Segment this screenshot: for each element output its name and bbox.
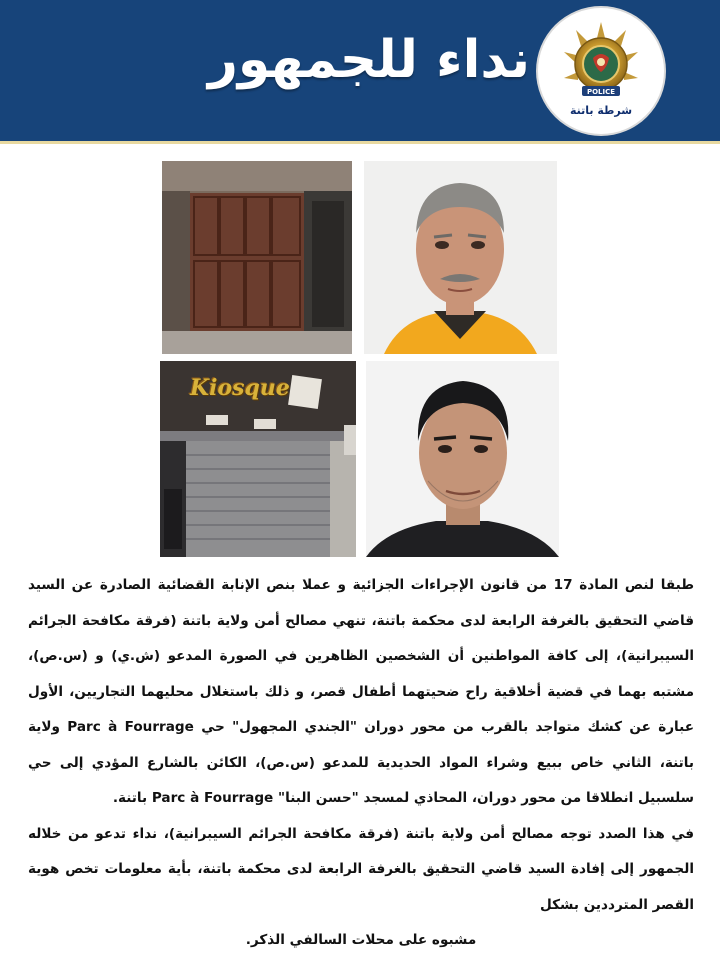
announcement-text — [28, 568, 694, 959]
suspect-photo-1 — [364, 161, 557, 354]
kiosk-sign: Kiosque — [190, 375, 290, 401]
suspect-photo-2 — [366, 361, 559, 557]
header-banner — [0, 0, 720, 144]
paragraph-appeal: في هذا الصدد توجه مصالح أمن ولاية باتنة (فرقة مكافحة الجرائم السيبرانية)، نداء تدعو من خلاله الجمهور إلى إفادة السيد قاضي التحقيق بالغرفة الرابعة لدى محكمة باتنة، بأية معلومات تخص هوية القصر المترددين بشكل — [28, 825, 694, 913]
logo-badge-text: POLICE — [586, 88, 616, 96]
paragraph-main: طبقا لنص المادة 17 من قانون الإجراءات الجزائية و عملا بنص الإنابة القضائية الصادرة عن السيد قاضي التحقيق بالغرفة الرابعة لدى محكمة باتنة، تنهي مصالح أمن ولاية باتنة (فرقة مكافحة الجرائم السيبرانية)، إلى كافة المواطنين أن الشخصين الظاهرين في الصورة المدعو (ش.ي) و (س.ص)، مشتبه بهما في قضية أخلاقية راح ضحيتهما أطفال قصر، و ذلك باستغلال محليهما التجاريين، الأول عبارة عن كشك متواجد بالقرب من محور دوران "الجندي المجهول" حي Parc à Fourrage ولاية باتنة، الثاني خاص ببيع وشراء المواد الحديدية للمدعو (س.ص)، الكائن بالشارع المؤدي إلى حي سلسبيل انطلاقا من محور دوران، المحاذي لمسجد "حسن البنا" Parc à Fourrage باتنة. — [28, 577, 694, 806]
page-title: نداء للجمهور — [207, 30, 530, 90]
kiosk-photo — [160, 361, 356, 557]
door-photo — [162, 161, 352, 354]
logo-caption: شرطة باتنة — [569, 104, 633, 117]
police-logo — [538, 8, 664, 134]
paragraph-closing: مشبوه على محلات السالفي الذكر. — [245, 932, 477, 948]
